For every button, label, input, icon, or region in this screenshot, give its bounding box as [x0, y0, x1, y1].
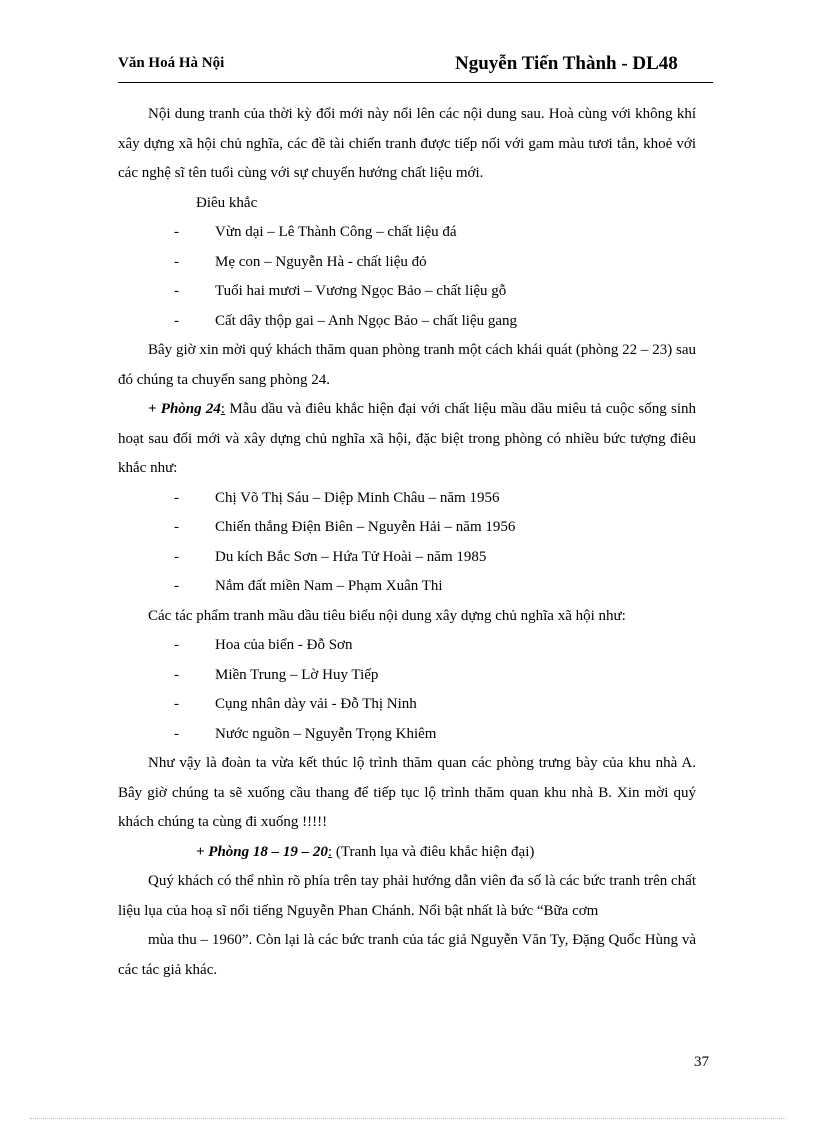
sculpture-heading: Điêu khắc: [196, 194, 258, 211]
list-item: - Hoa của biển - Đỗ Sơn: [174, 637, 353, 653]
list-item: - Nước nguồn – Nguyễn Trọng Khiêm: [174, 725, 437, 742]
paragraph-room-18-20: + Phòng 18 – 19 – 20: (Tranh lụa và điêu khắc hiện đại): [196, 843, 535, 860]
room-24-label: + Phòng 24: [148, 401, 221, 417]
list-item: - Tuổi hai mươi – Vương Ngọc Bảo – chất liệu gỗ: [174, 283, 507, 299]
list-item: - Du kích Bắc Sơn – Hứa Tử Hoài – năm 1985: [174, 548, 487, 565]
footer-divider: [30, 1118, 786, 1119]
list-item: - Cụng nhân dày vải - Đỗ Thị Ninh: [174, 696, 417, 712]
header-left-title: Văn Hoá Hà Nội: [118, 55, 225, 71]
paragraph-overview: Bây giờ xin mời quý khách thăm quan phòng tranh một cách khái quát (phòng 22 – 23) sau đó chúng ta chuyển sang phòng 24.: [118, 342, 696, 388]
paragraph-silk-paintings-cont: mùa thu – 1960”. Còn lại là các bức tranh của tác giả Nguyễn Văn Ty, Đặng Quốc Hùng và các tác giả khác.: [118, 932, 696, 978]
oil-painting-list: [118, 631, 696, 749]
list-item: - Vừn dại – Lê Thành Công – chất liệu đá: [174, 224, 457, 240]
room-18-20-label: + Phòng 18 – 19 – 20: [196, 843, 328, 860]
statue-list: [118, 484, 696, 602]
paragraph-room-24: + Phòng 24: Mẫu dầu và điêu khắc hiện đại với chất liệu mầu dầu miêu tả cuộc sống sinh hoạt sau đổi mới và xây dựng chủ nghĩa xã hội, đặc biệt trong phòng có nhiều bức tượng điêu khắc như:: [118, 401, 696, 476]
document-body: [118, 100, 696, 985]
list-item: - Mẹ con – Nguyễn Hà - chất liệu đỏ: [174, 253, 427, 270]
list-item: - Chị Võ Thị Sáu – Diệp Minh Châu – năm 1956: [174, 489, 500, 506]
paragraph-silk-paintings: Quý khách có thể nhìn rõ phía trên tay phải hướng dẫn viên đa số là các bức tranh trên chất liệu lụa của hoạ sĩ nổi tiếng Nguyễn Phan Chánh. Nổi bật nhất là bức “Bữa cơm: [118, 873, 696, 919]
list-item: - Chiến thắng Điện Biên – Nguyễn Hải – năm 1956: [174, 519, 516, 535]
page-number: 37: [694, 1054, 709, 1070]
list-item: - Cất dây thộp gai – Anh Ngọc Bảo – chất liệu gang: [174, 312, 518, 329]
header-divider: [118, 82, 713, 83]
paragraph-oil-paintings: Các tác phẩm tranh mầu dầu tiêu biểu nội dung xây dựng chủ nghĩa xã hội như:: [148, 607, 626, 624]
header-right-author: Nguyễn Tiến Thành - DL48: [455, 53, 678, 74]
paragraph-transition: Như vậy là đoàn ta vừa kết thúc lộ trình thăm quan các phòng trưng bày của khu nhà A. Bây giờ chúng ta sẽ xuống cầu thang để tiếp tục lộ trình thăm quan khu nhà B. Xin mời quý khách chúng ta cùng đi xuống !!!!!: [118, 755, 696, 830]
sculpture-list: [118, 218, 696, 336]
list-item: - Miền Trung – Lờ Huy Tiếp: [174, 666, 379, 683]
list-item: - Nắm đất miền Nam – Phạm Xuân Thi: [174, 578, 443, 594]
paragraph-intro: Nội dung tranh của thời kỳ đổi mới này nổi lên các nội dung sau. Hoà cùng với không khí xây dựng xã hội chủ nghĩa, các đề tài chiến tranh được tiếp nối với gam màu tươi tắn, khoẻ với các nghệ sĩ tên tuổi cùng với sự chuyển hướng chất liệu mới.: [118, 106, 696, 181]
